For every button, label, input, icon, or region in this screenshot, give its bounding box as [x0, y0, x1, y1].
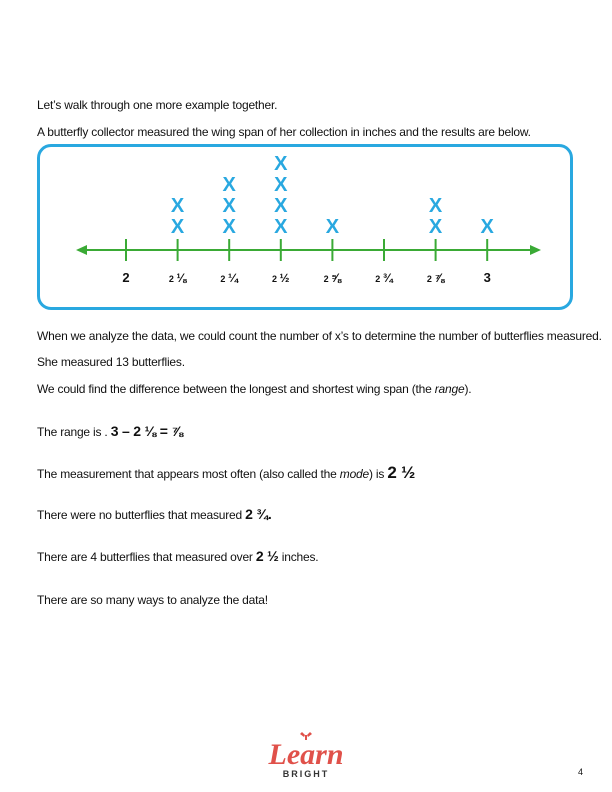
difference-text-start: We could find the difference between the longest and shortest wing span (the — [37, 382, 435, 396]
page-number: 4 — [578, 767, 584, 777]
tick-label: 2 ¼ — [220, 271, 238, 285]
line-plot-box — [37, 144, 573, 310]
mode-text-end: ) is — [369, 467, 388, 481]
none-value: 2 ¾. — [245, 506, 272, 522]
over-text-end: inches. — [278, 550, 319, 564]
axis-right-arrow — [530, 245, 541, 255]
difference-sentence — [37, 382, 471, 396]
x-marker: X — [428, 216, 443, 238]
none-label: There were no butterflies that measured — [37, 508, 246, 522]
logo-word: Learn — [268, 738, 344, 771]
tick-label: 3 — [483, 270, 491, 285]
tick-label: 2 ⅝ — [323, 271, 342, 285]
range-value: 3 – 2 ⅛ = ⅞ — [110, 423, 183, 439]
tick-label: 2 ¾ — [375, 271, 393, 285]
measured-sentence: She measured 13 butterflies. — [37, 355, 185, 369]
tick-label: 2 — [122, 270, 130, 285]
mode-value: 2 ½ — [387, 463, 416, 482]
x-marker: X — [274, 174, 288, 196]
x-marker: X — [170, 216, 185, 238]
x-marker: X — [428, 195, 443, 217]
tick-label: 2 ⅞ — [426, 271, 445, 285]
x-marker: X — [480, 216, 494, 238]
x-marker: X — [170, 195, 185, 217]
x-marker: X — [274, 195, 288, 217]
mode-text-start: The measurement that appears most often (also called the — [37, 467, 340, 481]
over-value: 2 ½ — [255, 548, 279, 564]
axis-left-arrow — [76, 245, 87, 255]
difference-text-end: ). — [464, 382, 472, 396]
problem-text: A butterfly collector measured the wing span of her collection in inches and the results are below. — [37, 125, 531, 139]
x-marker: X — [325, 216, 340, 238]
mode-sentence — [37, 463, 415, 483]
x-marker: X — [222, 216, 236, 238]
none-sentence — [37, 506, 272, 522]
tick-label: 2 ½ — [272, 271, 290, 285]
x-marker: X — [274, 216, 288, 238]
intro-text: Let’s walk through one more example together. — [37, 98, 278, 112]
mode-term: mode — [339, 467, 369, 481]
range-term: range — [434, 382, 465, 396]
line-plot — [40, 147, 570, 307]
range-label: The range is . — [37, 425, 111, 439]
x-marker: X — [222, 174, 236, 196]
count-sentence: When we analyze the data, we could count the number of x’s to determine the number of butterflies measured. — [37, 329, 602, 343]
over-text-start: There are 4 butterflies that measured over — [37, 550, 256, 564]
x-marker: X — [222, 195, 236, 217]
over-sentence — [37, 548, 318, 564]
range-sentence — [37, 423, 183, 439]
learn-bright-logo — [258, 732, 354, 787]
x-marker: X — [274, 153, 288, 175]
closing-sentence: There are so many ways to analyze the data! — [37, 593, 268, 607]
tick-label: 2 ⅛ — [168, 271, 187, 285]
logo-subtitle: BRIGHT — [282, 769, 330, 779]
